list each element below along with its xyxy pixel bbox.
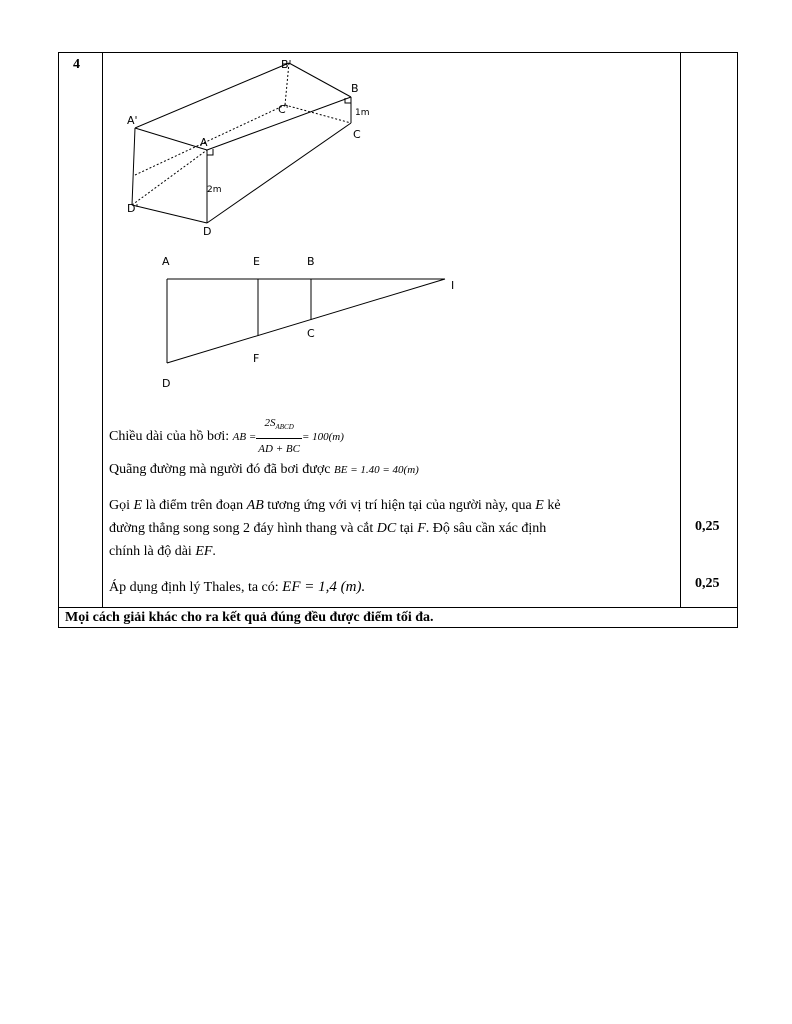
label-a-prime: A': [127, 114, 138, 127]
pool-length-line: Chiều dài của hồ bơi: AB = $\frac{2S_{ABCD}}{AD + BC}$ = 100(m): [109, 413, 344, 460]
explanation-line-1: Gọi E là điểm trên đoạn AB tương ứng với vị trí hiện tại của người này, qua E kẻ: [109, 498, 561, 513]
label-b-prime: B': [281, 58, 292, 71]
answer-table: [58, 52, 738, 628]
label-a: A: [200, 136, 208, 149]
label-c: C: [307, 327, 315, 340]
question-number: 4: [73, 57, 80, 72]
distance-line: Quãng đường mà người đó đã bơi được BE = 1.40 = 40(m): [109, 462, 419, 477]
label-e: E: [253, 255, 260, 268]
label-1m: 1m: [355, 108, 370, 118]
trapezoid-figure: [149, 251, 469, 391]
pool-3d-figure: [119, 55, 419, 245]
label-d-prime: D': [127, 202, 139, 215]
score-1: 0,25: [695, 519, 720, 534]
label-c-prime: C': [278, 103, 289, 116]
label-d: D: [162, 377, 171, 390]
label-2m: 2m: [207, 185, 222, 195]
explanation-line-2: đường thẳng song song 2 đáy hình thang và cắt DC tại F. Độ sâu cần xác định: [109, 521, 547, 536]
length-fraction: $\frac{2S_{ABCD}}{AD + BC}$: [256, 413, 302, 460]
row-divider: [59, 607, 737, 608]
label-c: C: [353, 128, 361, 141]
label-b: B: [351, 82, 359, 95]
label-b: B: [307, 255, 315, 268]
label-i: I: [451, 279, 455, 292]
column-divider-right: [680, 53, 681, 607]
explanation-line-3: chính là độ dài EF.: [109, 544, 216, 559]
label-a: A: [162, 255, 170, 268]
score-2: 0,25: [695, 576, 720, 591]
column-divider-left: [102, 53, 103, 607]
footer-note: Mọi cách giải khác cho ra kết quả đúng đều được điểm tối đa.: [65, 610, 434, 625]
label-d: D: [203, 225, 212, 238]
label-f: F: [253, 352, 260, 365]
thales-line: Áp dụng định lý Thales, ta có: EF = 1,4 (m).: [109, 579, 366, 595]
